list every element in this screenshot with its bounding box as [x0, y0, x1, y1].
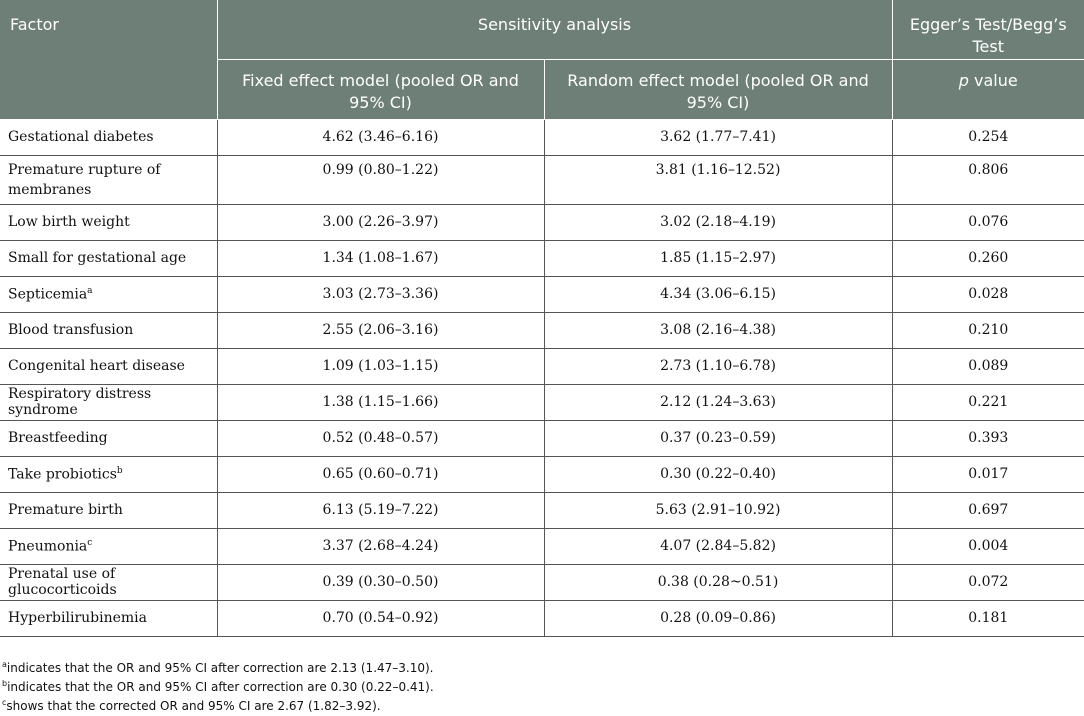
factor-name: Low birth weight	[8, 214, 130, 230]
footnote	[0, 674, 1084, 693]
p-value: 0.806	[892, 155, 1084, 204]
random-effect-value: 3.81 (1.16–12.52)	[544, 155, 892, 204]
fixed-effect-value: 1.38 (1.15–1.66)	[217, 384, 544, 420]
factor-name: Septicemia	[8, 286, 88, 303]
table-row	[0, 492, 1084, 528]
p-value: 0.393	[892, 420, 1084, 456]
factor-name: Premature birth	[8, 502, 123, 518]
footnote	[0, 655, 1084, 674]
footnote	[0, 693, 1084, 712]
factor-cell	[0, 240, 217, 276]
footnote-mark: a	[2, 660, 7, 669]
factor-cell	[0, 420, 217, 456]
factor-name: Breastfeeding	[8, 430, 108, 446]
fixed-effect-value: 3.00 (2.26–3.97)	[217, 204, 544, 240]
p-value: 0.004	[892, 528, 1084, 564]
footnote-text: indicates that the OR and 95% CI after correction are 0.30 (0.22–0.41).	[7, 680, 434, 694]
fixed-effect-value: 3.03 (2.73–3.36)	[217, 276, 544, 312]
factor-cell	[0, 204, 217, 240]
fixed-effect-value: 1.09 (1.03–1.15)	[217, 348, 544, 384]
table-row	[0, 420, 1084, 456]
factor-name: Congenital heart disease	[8, 358, 185, 374]
footnote-text: indicates that the OR and 95% CI after correction are 2.13 (1.47–3.10).	[6, 661, 434, 675]
fixed-effect-model-header: Fixed effect model (pooled OR and 95% CI)	[217, 59, 544, 119]
factor-name: Gestational diabetes	[8, 129, 154, 145]
random-effect-value: 0.38 (0.28~0.51)	[544, 564, 892, 600]
footnote-marker: a	[87, 285, 93, 296]
table-row	[0, 564, 1084, 600]
p-value: 0.017	[892, 456, 1084, 492]
factor-cell	[0, 384, 217, 420]
fixed-effect-value: 0.39 (0.30–0.50)	[217, 564, 544, 600]
table-row	[0, 528, 1084, 564]
factor-name: Take probiotics	[8, 466, 117, 483]
factor-name: Respiratory distress syndrome	[8, 386, 152, 418]
p-value-header	[892, 59, 1084, 119]
p-value: 0.254	[892, 119, 1084, 155]
table-row	[0, 276, 1084, 312]
table-row	[0, 312, 1084, 348]
factor-cell	[0, 528, 217, 564]
random-effect-value: 0.30 (0.22–0.40)	[544, 456, 892, 492]
factor-header: Factor	[0, 0, 217, 119]
factor-cell	[0, 600, 217, 636]
fixed-effect-value: 0.52 (0.48–0.57)	[217, 420, 544, 456]
footnote-marker: c	[87, 537, 93, 548]
factor-name: Pneumonia	[8, 538, 88, 555]
factor-cell	[0, 312, 217, 348]
table-body	[0, 119, 1084, 636]
p-value: 0.210	[892, 312, 1084, 348]
p-letter: p	[958, 70, 969, 90]
factor-name: Prenatal use of glucocorticoids	[8, 566, 117, 598]
random-effect-value: 2.12 (1.24–3.63)	[544, 384, 892, 420]
p-value: 0.181	[892, 600, 1084, 636]
p-value-label: value	[968, 70, 1018, 90]
random-effect-value: 0.37 (0.23–0.59)	[544, 420, 892, 456]
factor-cell	[0, 119, 217, 155]
table-row	[0, 119, 1084, 155]
footnote-mark: c	[2, 698, 7, 707]
fixed-effect-value: 0.65 (0.60–0.71)	[217, 456, 544, 492]
random-effect-value: 5.63 (2.91–10.92)	[544, 492, 892, 528]
random-effect-value: 2.73 (1.10–6.78)	[544, 348, 892, 384]
random-effect-value: 4.34 (3.06–6.15)	[544, 276, 892, 312]
p-value: 0.221	[892, 384, 1084, 420]
fixed-effect-value: 3.37 (2.68–4.24)	[217, 528, 544, 564]
fixed-effect-value: 0.70 (0.54–0.92)	[217, 600, 544, 636]
factor-cell	[0, 348, 217, 384]
fixed-effect-value: 6.13 (5.19–7.22)	[217, 492, 544, 528]
random-effect-value: 3.02 (2.18–4.19)	[544, 204, 892, 240]
table-row	[0, 204, 1084, 240]
p-value: 0.028	[892, 276, 1084, 312]
table-row	[0, 348, 1084, 384]
random-effect-value: 0.28 (0.09–0.86)	[544, 600, 892, 636]
factor-cell	[0, 564, 217, 600]
fixed-effect-value: 0.99 (0.80–1.22)	[217, 155, 544, 204]
footnotes	[0, 655, 1084, 712]
factor-cell	[0, 492, 217, 528]
factor-name: Hyperbilirubinemia	[8, 610, 148, 626]
fixed-effect-value: 2.55 (2.06–3.16)	[217, 312, 544, 348]
table-row	[0, 155, 1084, 204]
factor-name: Blood transfusion	[8, 322, 134, 338]
table-row	[0, 240, 1084, 276]
p-value: 0.089	[892, 348, 1084, 384]
p-value: 0.697	[892, 492, 1084, 528]
table-row	[0, 600, 1084, 636]
table-row	[0, 384, 1084, 420]
random-effect-value: 1.85 (1.15–2.97)	[544, 240, 892, 276]
p-value: 0.072	[892, 564, 1084, 600]
footnote-mark: b	[2, 679, 8, 688]
table-row	[0, 456, 1084, 492]
random-effect-value: 3.08 (2.16–4.38)	[544, 312, 892, 348]
footnote-marker: b	[116, 465, 123, 476]
footnote-text: shows that the corrected OR and 95% CI are 2.67 (1.82–3.92).	[6, 699, 381, 713]
egger-begg-test-header: Egger’s Test/Begg’s Test	[892, 0, 1084, 59]
sensitivity-analysis-header: Sensitivity analysis	[217, 0, 892, 59]
p-value: 0.260	[892, 240, 1084, 276]
random-effect-model-header: Random effect model (pooled OR and 95% CI)	[544, 59, 892, 119]
fixed-effect-value: 4.62 (3.46–6.16)	[217, 119, 544, 155]
p-value: 0.076	[892, 204, 1084, 240]
factor-name: Small for gestational age	[8, 250, 187, 266]
factor-name: Premature rupture of membranes	[8, 161, 161, 198]
factor-cell	[0, 456, 217, 492]
factor-cell	[0, 276, 217, 312]
fixed-effect-value: 1.34 (1.08–1.67)	[217, 240, 544, 276]
factor-cell	[0, 155, 217, 204]
random-effect-value: 4.07 (2.84–5.82)	[544, 528, 892, 564]
random-effect-value: 3.62 (1.77–7.41)	[544, 119, 892, 155]
